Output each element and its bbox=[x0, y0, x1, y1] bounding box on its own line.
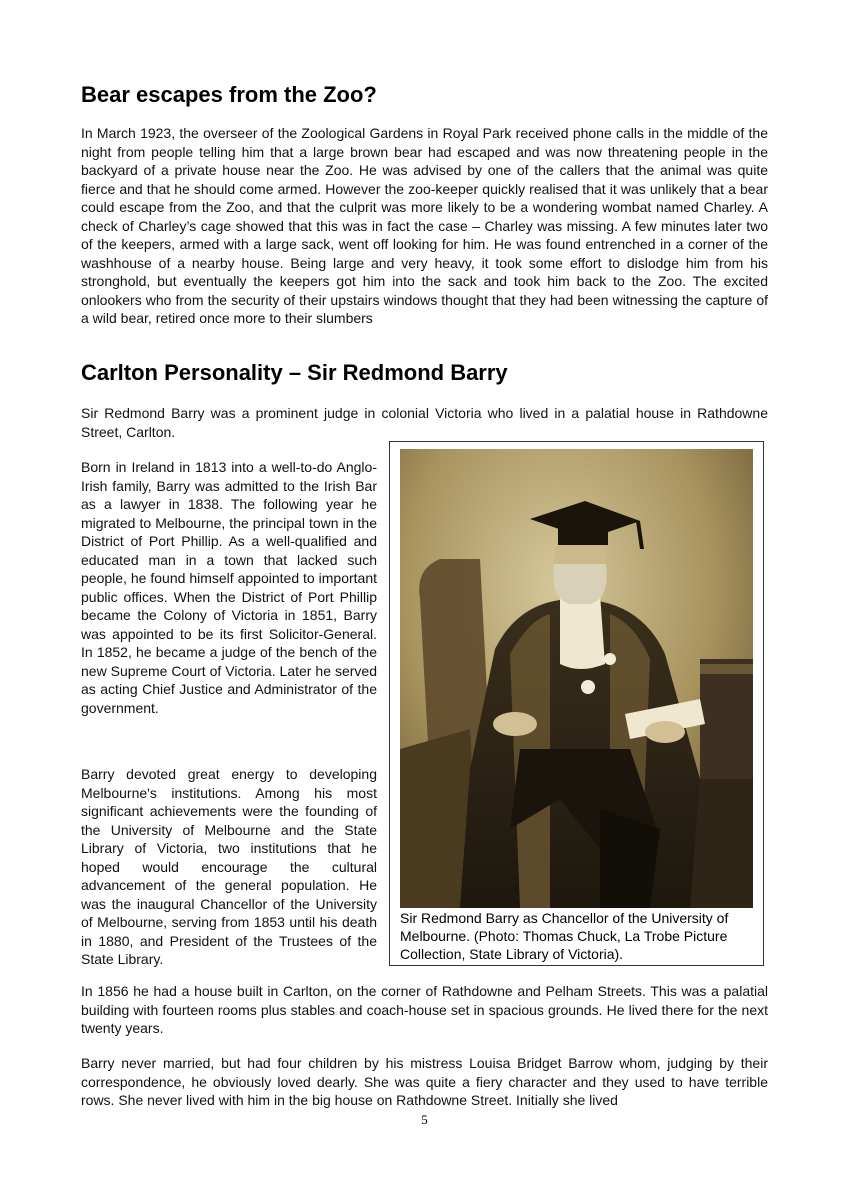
figure-barry-portrait bbox=[389, 441, 764, 966]
paragraph-barry-intro: Sir Redmond Barry was a prominent judge in colonial Victoria who lived in a palatial house in Rathdowne Street, Carlton. bbox=[81, 405, 768, 440]
paragraph-barry-born: Born in Ireland in 1813 into a well-to-do Anglo-Irish family, Barry was admitted to the Irish Bar as a lawyer in 1838. The following year he migrated to Melbourne, the principal town in the District of Port Phillip. As a well-qualified and educated man in a town that lacked such people, he found himself appointed to important public offices. When the District of Port Phillip became the Colony of Victoria in 1851, Barry was appointed to be its first Solicitor-General. In 1852, he became a judge of the bench of the new Supreme Court of Victoria. Later he served as acting Chief Justice and Administrator of the government. bbox=[81, 459, 377, 716]
paragraph-barry-house: In 1856 he had a house built in Carlton, on the corner of Rathdowne and Pelham Streets. This was a palatial building with fourteen rooms plus stables and coach-house set in spacious grounds. He lived there for the next twenty years. bbox=[81, 983, 768, 1036]
section-heading-bear: Bear escapes from the Zoo? bbox=[81, 82, 377, 107]
paragraph-barry-devoted: Barry devoted great energy to developing Melbourne's institutions. Among his most significant achievements were the founding of the University of Melbourne and the State Library of Victoria, two institutions that he hoped would encourage the cultural advancement of the general population. He was the inaugural Chancellor of the University of Melbourne, serving from 1853 until his death in 1880, and President of the Trustees of the State Library. bbox=[81, 766, 377, 967]
page-number: 5 bbox=[421, 1112, 428, 1127]
figure-caption: Sir Redmond Barry as Chancellor of the University of Melbourne. (Photo: Thomas Chuck, La Trobe Picture Collection, State Library of Victoria). bbox=[400, 910, 729, 962]
portrait-photo bbox=[400, 449, 753, 908]
section-heading-carlton-personality: Carlton Personality – Sir Redmond Barry bbox=[81, 360, 508, 385]
paragraph-barry-married: Barry never married, but had four children by his mistress Louisa Bridget Barrow whom, judging by their correspondence, he obviously loved dearly. She was quite a fiery character and they used to have terrible rows. She never lived with him in the big house on Rathdowne Street. Initially she lived bbox=[81, 1055, 768, 1108]
paragraph-bear-story: In March 1923, the overseer of the Zoological Gardens in Royal Park received phone calls in the middle of the night from people telling him that a large brown bear had escaped and was now threatening people in the backyard of a private house near the Zoo. He was advised by one of the callers that the animal was quite fierce and that he should come armed. However the zoo-keeper quickly realised that it was unlikely that a bear could escape from the Zoo, and that the culprit was more likely to be a wondering wombat named Charley. A check of Charley’s cage showed that this was in fact the case – Charley was missing. A few minutes later two of the keepers, armed with a large sack, went off looking for him. He was found entrenched in a corner of the washhouse of a nearby house. Being large and very heavy, it took some effort to dislodge him from his stronghold, but eventually the keepers got him into the sack and took him back to the Zoo. The excited onlookers who from the security of their upstairs windows thought that they had been witnessing the capture of a wild bear, retired once more to their slumbers bbox=[81, 125, 768, 326]
